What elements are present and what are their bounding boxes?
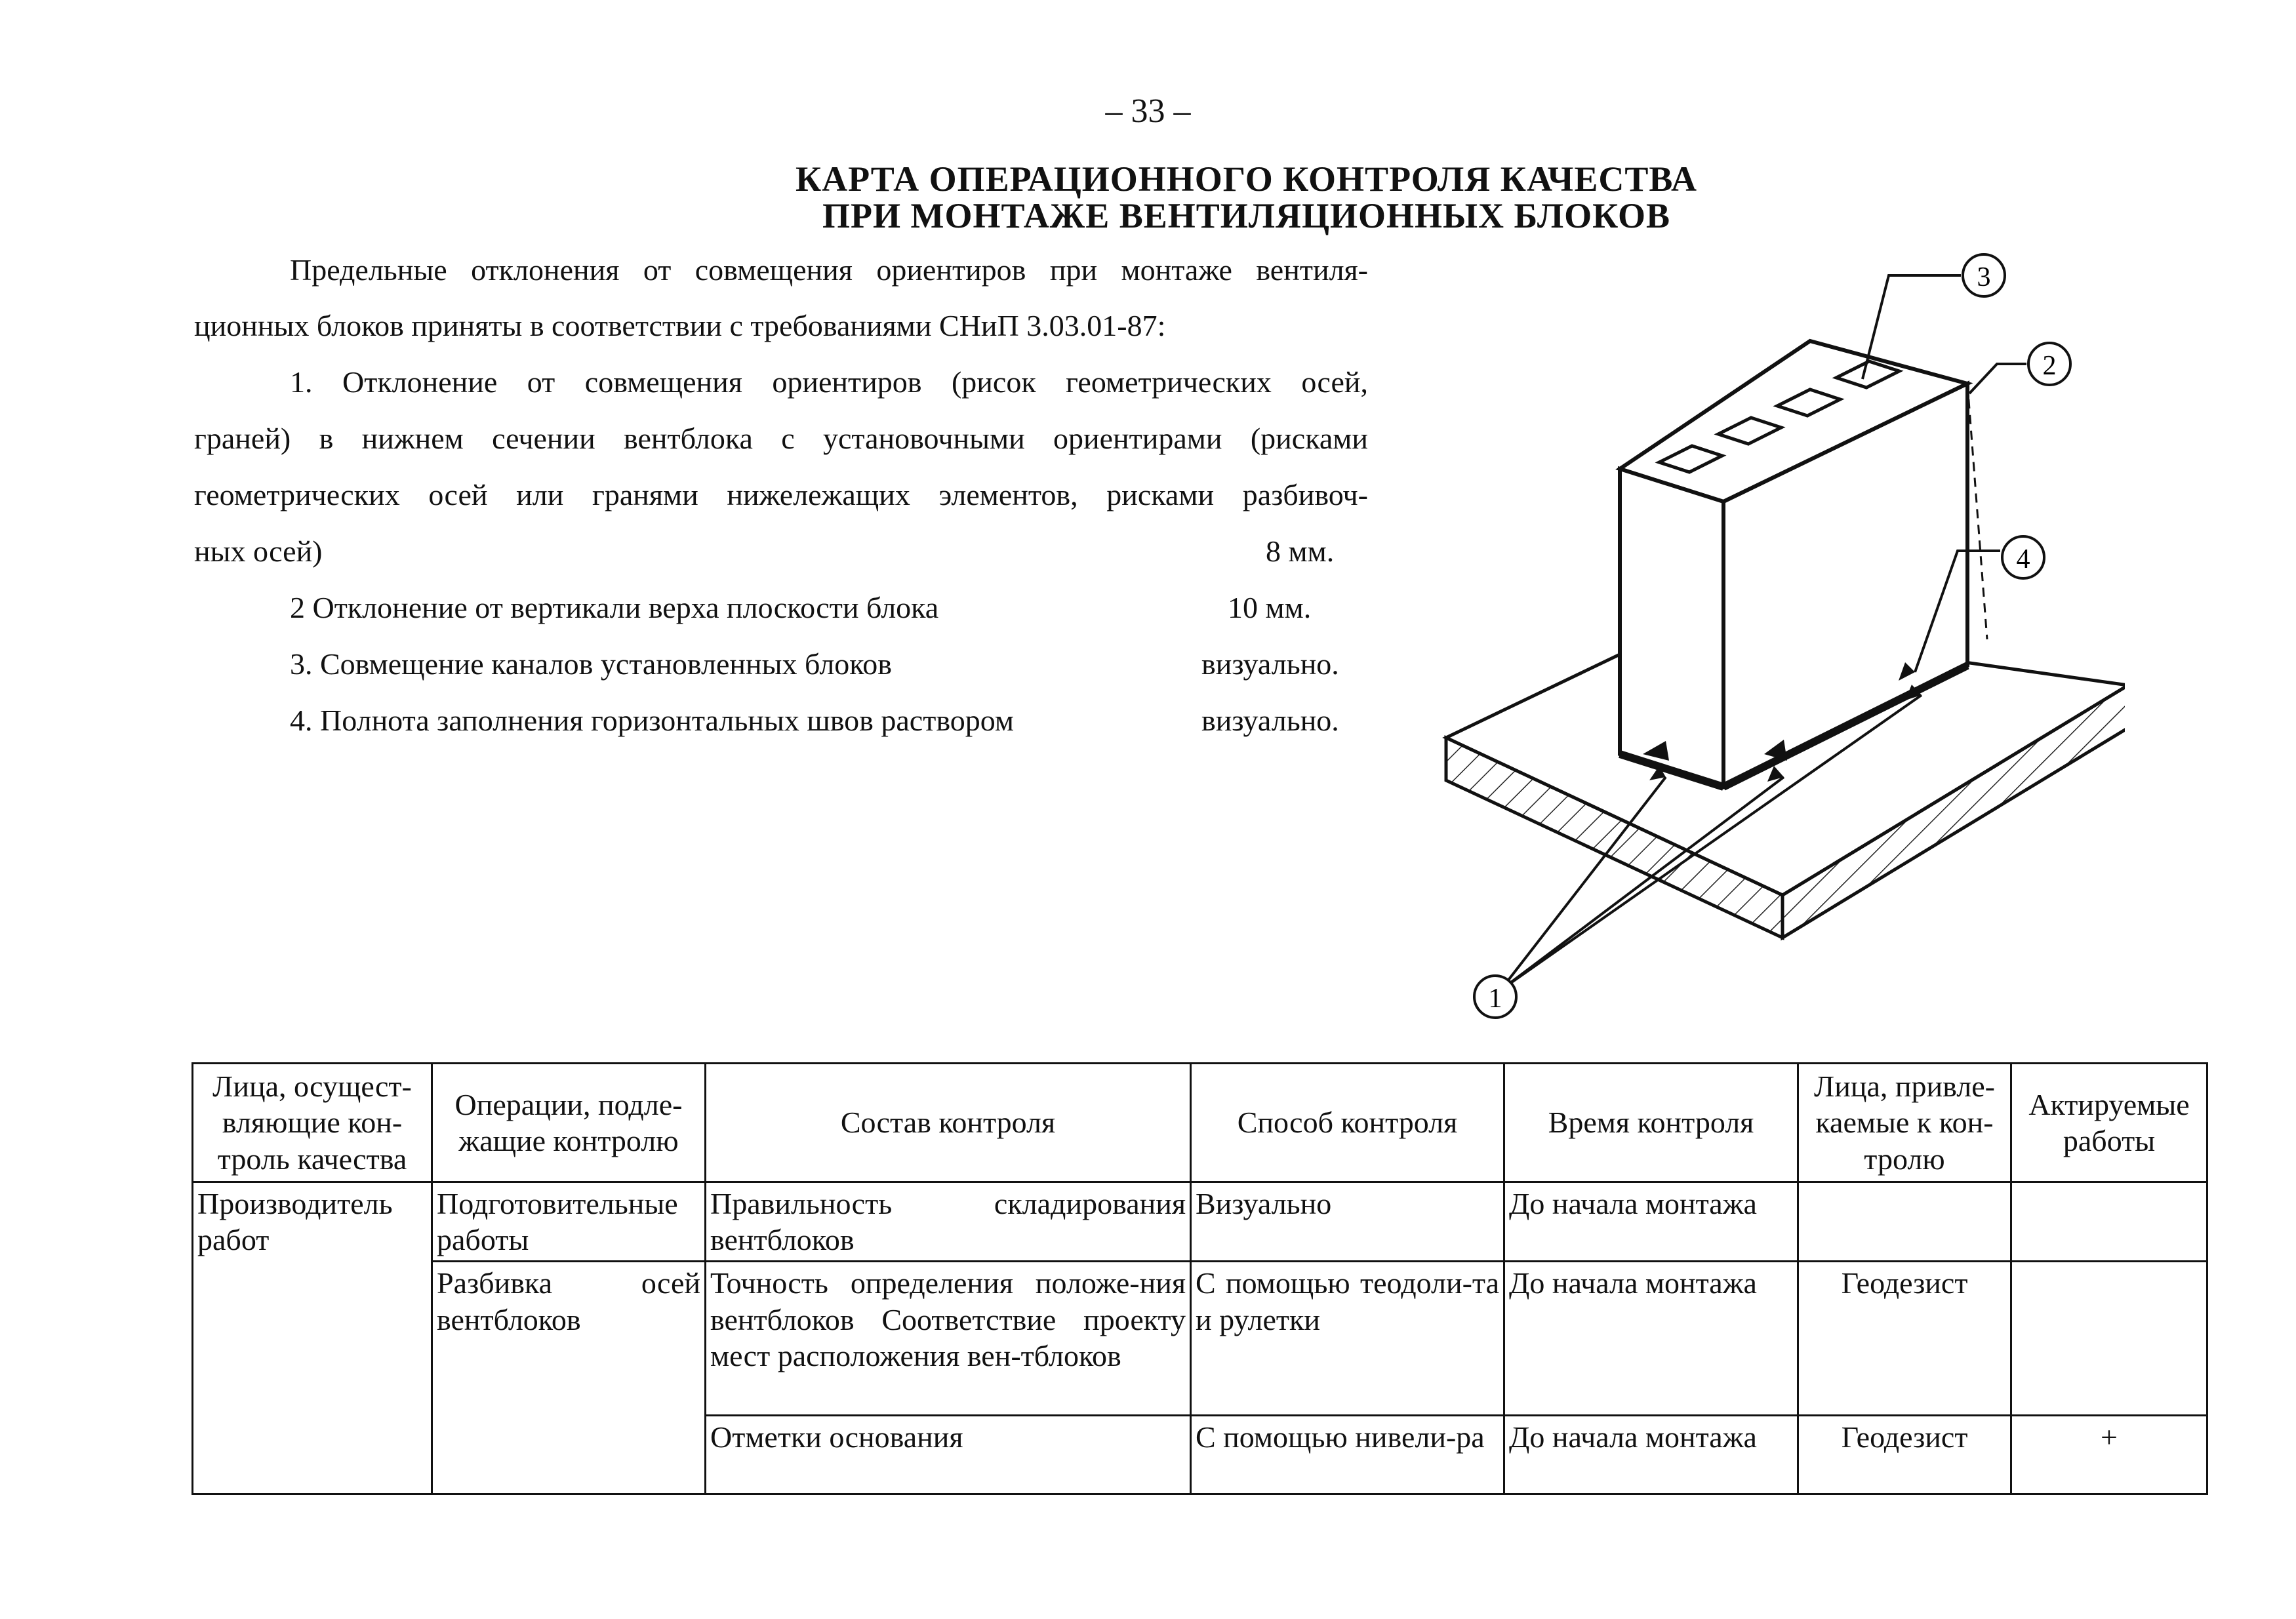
- item3-text: 3. Совмещение каналов установленных блоков: [290, 647, 893, 681]
- item1-line1: 1. Отклонение от совмещения ориентиров (рисок геометрических осей,: [290, 365, 1368, 399]
- col-header-time: Время контроля: [1504, 1064, 1798, 1182]
- cell-time: До начала монтажа: [1504, 1182, 1798, 1262]
- cell-time: До начала монтажа: [1504, 1416, 1798, 1494]
- col-header-method: Способ контроля: [1191, 1064, 1504, 1182]
- cell-responsible: Производитель работ: [193, 1182, 432, 1494]
- col-header-content: Состав контроля: [706, 1064, 1191, 1182]
- item4-value: визуально.: [1201, 704, 1339, 737]
- item1-line3: геометрических осей или гранями нижележащих элементов, рисками разбивоч-: [194, 478, 1368, 511]
- cell-persons: Геодезист: [1798, 1416, 2011, 1494]
- cell-persons: Геодезист: [1798, 1262, 2011, 1416]
- cell-acts: [2011, 1262, 2207, 1416]
- col-header-acts: Актируемые работы: [2011, 1064, 2207, 1182]
- col-header-responsible: Лица, осущест-вляющие кон-троль качества: [193, 1064, 432, 1182]
- callout-4-label: 4: [2016, 544, 2030, 574]
- col-header-operations: Операции, подле-жащие контролю: [432, 1064, 706, 1182]
- page-title-line2: ПРИ МОНТАЖЕ ВЕНТИЛЯЦИОННЫХ БЛОКОВ: [822, 196, 1670, 235]
- table-header-row: [193, 1064, 2207, 1182]
- callout-2-label: 2: [2042, 351, 2057, 381]
- cell-method: С помощью теодоли-та и рулетки: [1191, 1262, 1504, 1416]
- item4-text: 4. Полнота заполнения горизонтальных швов раствором: [290, 704, 1014, 737]
- intro-line2: ционных блоков приняты в соответствии с требованиями СНиП 3.03.01-87:: [194, 309, 1166, 342]
- col-header-persons: Лица, привле-каемые к кон-тролю: [1798, 1064, 2011, 1182]
- cell-content: Отметки основания: [706, 1416, 1191, 1494]
- cell-content: Точность определения положе-ния вентблоков Соответствие проекту мест расположения вен-тблоков: [706, 1262, 1191, 1416]
- control-table: [191, 1062, 2208, 1495]
- cell-operation: Подготовительные работы: [432, 1182, 706, 1262]
- table-row: [193, 1262, 2207, 1416]
- callout-1-label: 1: [1488, 984, 1502, 1014]
- item1-value: 8 мм.: [1266, 534, 1335, 568]
- cell-operation: Разбивка осей вентблоков: [432, 1262, 706, 1494]
- cell-persons: [1798, 1182, 2011, 1262]
- page-number: – 33 –: [1105, 92, 1191, 130]
- cell-acts: [2011, 1182, 2207, 1262]
- item1-line2: граней) в нижнем сечении вентблока с установочными ориентирами (рисками: [194, 422, 1368, 455]
- item3-value: визуально.: [1201, 647, 1339, 681]
- callout-2: [1969, 343, 2070, 393]
- item2-value: 10 мм.: [1228, 591, 1312, 624]
- item1-line4: ных осей): [194, 534, 323, 568]
- cell-time: До начала монтажа: [1504, 1262, 1798, 1416]
- cell-content: Правильность складирования вентблоков: [706, 1182, 1191, 1262]
- cell-acts: +: [2011, 1416, 2207, 1494]
- callout-3-label: 3: [1977, 262, 1991, 292]
- intro-line1: Предельные отклонения от совмещения ориентиров при монтаже вентиля-: [290, 253, 1368, 287]
- table-row: [193, 1182, 2207, 1262]
- item2-text: 2 Отклонение от вертикали верха плоскости блока: [290, 591, 939, 624]
- cell-method: С помощью нивели-ра: [1191, 1416, 1504, 1494]
- page-title-line1: КАРТА ОПЕРАЦИОННОГО КОНТРОЛЯ КАЧЕСТВА: [795, 159, 1698, 199]
- vent-block-diagram: [1403, 236, 2125, 1036]
- cell-method: Визуально: [1191, 1182, 1504, 1262]
